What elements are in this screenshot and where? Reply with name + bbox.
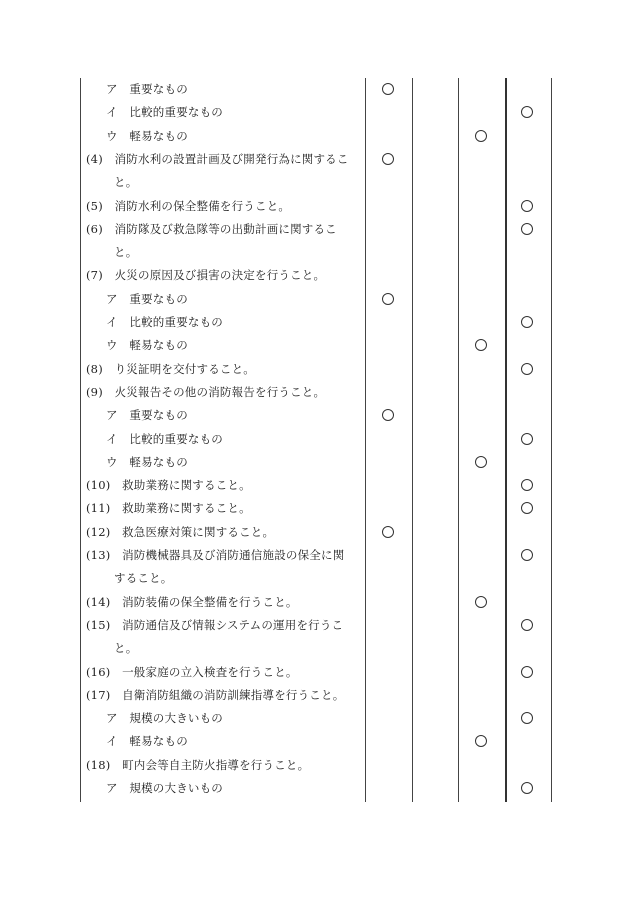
table-row xyxy=(80,777,552,800)
circle-mark-icon xyxy=(521,479,533,491)
table-row xyxy=(80,637,552,660)
circle-mark-icon xyxy=(521,363,533,375)
circle-mark-icon xyxy=(521,619,533,631)
circle-mark-icon xyxy=(521,782,533,794)
duty-table xyxy=(80,78,552,802)
row-label: (11) 救助業務に関すること。 xyxy=(86,501,251,516)
table-row xyxy=(80,381,552,404)
circle-mark-icon xyxy=(521,712,533,724)
circle-mark-icon xyxy=(382,293,394,305)
table-row xyxy=(80,288,552,311)
table-row xyxy=(80,730,552,753)
table-row xyxy=(80,218,552,241)
table-row xyxy=(80,358,552,381)
table-row xyxy=(80,428,552,451)
circle-mark-icon xyxy=(521,316,533,328)
circle-mark-icon xyxy=(382,83,394,95)
circle-mark-icon xyxy=(475,130,487,142)
row-label: と。 xyxy=(114,641,138,656)
circle-mark-icon xyxy=(475,339,487,351)
table-row xyxy=(80,497,552,520)
row-label: (14) 消防装備の保全整備を行うこと。 xyxy=(86,594,298,609)
row-label: イ 比較的重要なもの xyxy=(106,431,223,446)
table-row xyxy=(80,567,552,590)
row-label: (7) 火災の原因及び損害の決定を行うこと。 xyxy=(86,268,326,283)
table-row xyxy=(80,661,552,684)
circle-mark-icon xyxy=(382,409,394,421)
circle-mark-icon xyxy=(521,549,533,561)
row-label: すること。 xyxy=(114,571,173,586)
row-label: ウ 軽易なもの xyxy=(106,128,188,143)
circle-mark-icon xyxy=(521,433,533,445)
circle-mark-icon xyxy=(521,502,533,514)
row-label: (6) 消防隊及び救急隊等の出動計画に関するこ xyxy=(86,221,337,236)
row-label: (8) り災証明を交付すること。 xyxy=(86,361,255,376)
table-row xyxy=(80,241,552,264)
row-label: ア 重要なもの xyxy=(106,408,188,423)
row-label: ア 重要なもの xyxy=(106,82,188,96)
row-label: (16) 一般家庭の立入検査を行うこと。 xyxy=(86,664,298,679)
row-label: ア 規模の大きいもの xyxy=(106,781,223,795)
circle-mark-icon xyxy=(521,106,533,118)
table-row xyxy=(80,311,552,334)
circle-mark-icon xyxy=(521,200,533,212)
circle-mark-icon xyxy=(475,596,487,608)
table-row xyxy=(80,474,552,497)
row-label: ア 重要なもの xyxy=(106,291,188,306)
row-label: (13) 消防機械器具及び消防通信施設の保全に関 xyxy=(86,548,345,562)
row-label: と。 xyxy=(114,245,138,260)
table-row xyxy=(80,521,552,544)
row-label: (12) 救急医療対策に関すること。 xyxy=(86,524,275,539)
row-label: と。 xyxy=(114,175,138,190)
row-label: (4) 消防水利の設置計画及び開発行為に関するこ xyxy=(86,151,349,166)
circle-mark-icon xyxy=(521,666,533,678)
table-row xyxy=(80,614,552,637)
circle-mark-icon xyxy=(475,456,487,468)
table-row xyxy=(80,544,552,567)
circle-mark-icon xyxy=(521,223,533,235)
row-label: (5) 消防水利の保全整備を行うこと。 xyxy=(86,198,291,213)
circle-mark-icon xyxy=(475,735,487,747)
row-label: イ 比較的重要なもの xyxy=(106,105,223,120)
row-label: ウ 軽易なもの xyxy=(106,338,188,353)
table-row xyxy=(80,404,552,427)
table-row xyxy=(80,707,552,730)
table-row xyxy=(80,78,552,101)
row-label: (9) 火災報告その他の消防報告を行うこと。 xyxy=(86,384,326,399)
table-row xyxy=(80,171,552,194)
table-row xyxy=(80,684,552,707)
row-label: イ 比較的重要なもの xyxy=(106,315,223,329)
row-label: (15) 消防通信及び情報システムの運用を行うこ xyxy=(86,617,344,632)
circle-mark-icon xyxy=(382,153,394,165)
table-row xyxy=(80,754,552,777)
row-label: (18) 町内会等自主防火指導を行うこと。 xyxy=(86,757,310,772)
table-row xyxy=(80,148,552,171)
row-label: ウ 軽易なもの xyxy=(106,454,188,469)
table-row xyxy=(80,101,552,124)
row-label: (10) 救助業務に関すること。 xyxy=(86,478,251,493)
table-row xyxy=(80,195,552,218)
table-row xyxy=(80,264,552,287)
row-label: (17) 自衛消防組織の消防訓練指導を行うこと。 xyxy=(86,687,345,702)
table-row xyxy=(80,591,552,614)
table-row xyxy=(80,334,552,357)
row-label: ア 規模の大きいもの xyxy=(106,711,223,726)
circle-mark-icon xyxy=(382,526,394,538)
table-row xyxy=(80,125,552,148)
table-row xyxy=(80,451,552,474)
row-label: イ 軽易なもの xyxy=(106,734,188,749)
